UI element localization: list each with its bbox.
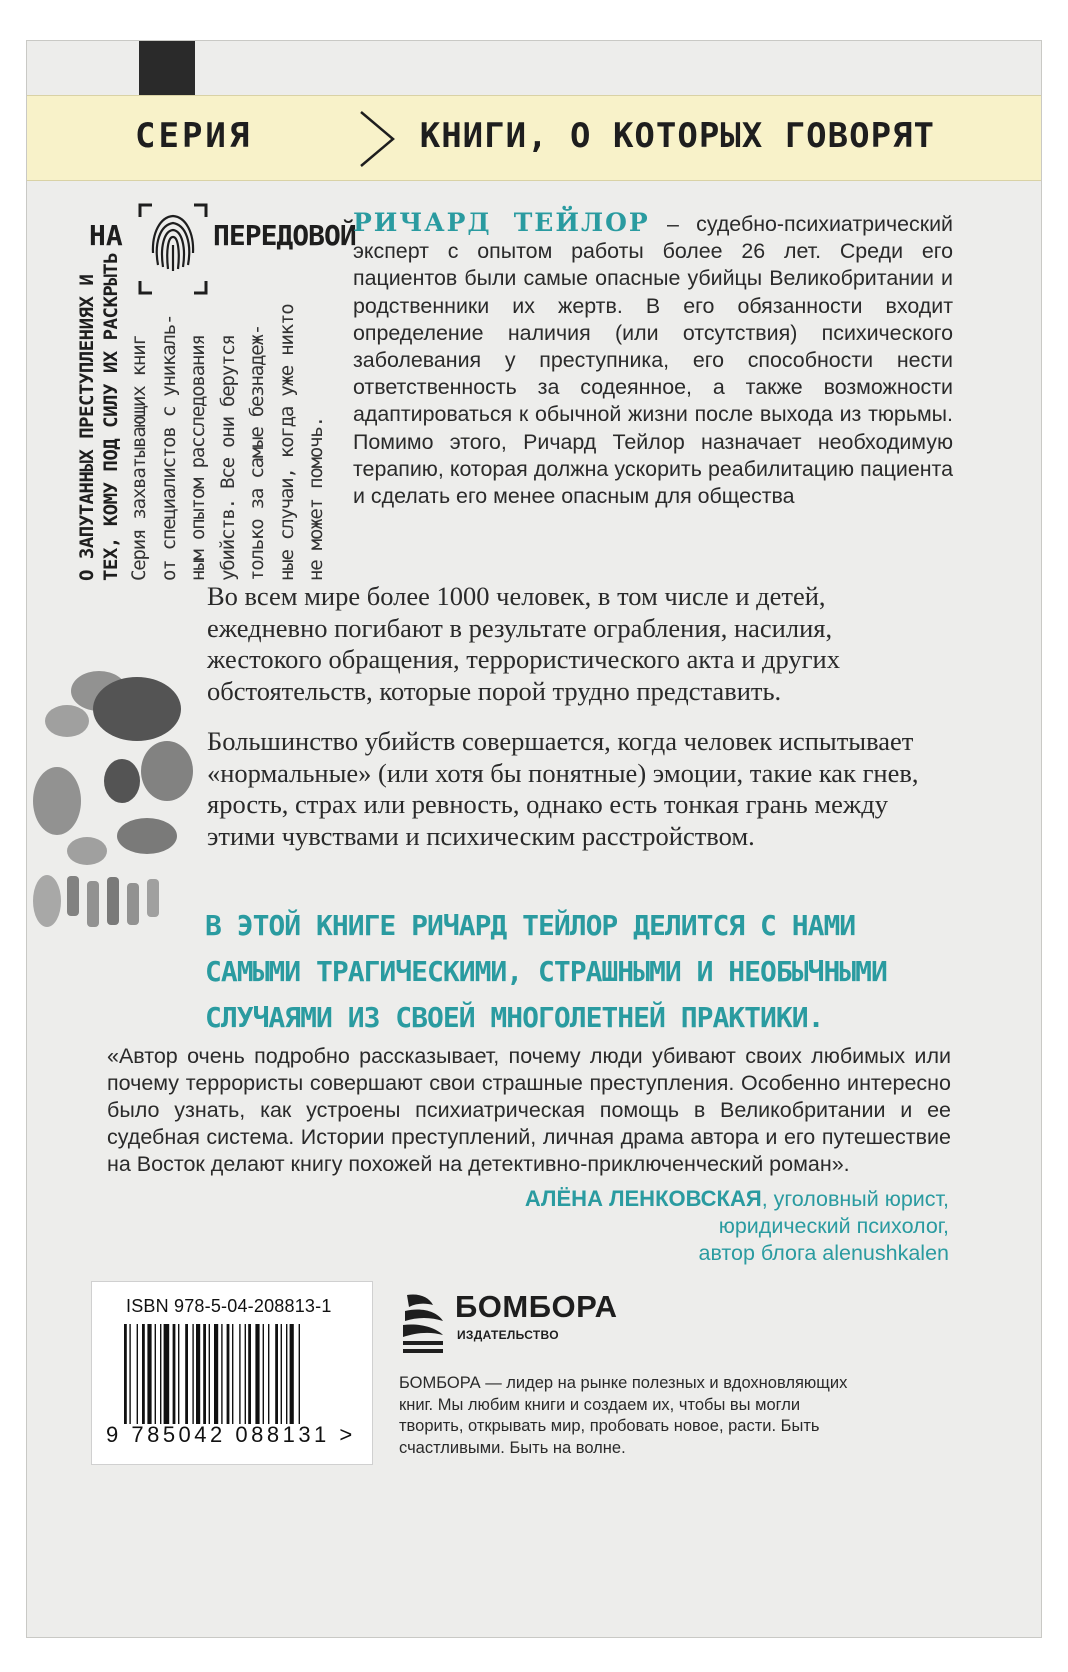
vertical-desc-line: только за самые безнадеж-	[246, 325, 268, 581]
description-paragraph-2: Большинство убийств совершается, когда человек испытывает «нормальные» (или хотя бы понятные) эмоции, такие как гнев, ярость, страх или ревность, однако есть тонкая грань между этими чувствами и психическим расстройством.	[207, 726, 919, 851]
book-back-cover	[26, 40, 1042, 1638]
vertical-desc-line: не может помочь.	[305, 417, 327, 581]
vertical-desc-line: от специалистов с уникаль-	[157, 314, 180, 581]
vertical-headline-line: ТЕХ, КОМУ ПОД СИЛУ ИХ РАСКРЫТЬ	[100, 252, 122, 581]
series-label: СЕРИЯ	[135, 116, 253, 156]
chevron-right-icon	[357, 108, 397, 170]
barcode-icon	[124, 1324, 340, 1424]
vertical-desc-line: Серия захватывающих книг	[128, 335, 150, 581]
inkblot-skull-illustration	[27, 651, 207, 991]
review-quote: «Автор очень подробно рассказывает, почему люди убивают своих любимых или почему террористы совершают свои страшные преступления. Особенно интересно было узнать, как устроены психиатрическая помощь в Великобритании и ее судебная система. Истории преступлений, личная драма автора и его путешествие на Восток делают книгу похожей на детективно-приключенческий роман».	[107, 1044, 951, 1176]
reviewer-role: автор блога alenushkalen	[698, 1241, 949, 1265]
barcode-panel	[91, 1281, 373, 1465]
author-bio	[353, 209, 953, 510]
series-banner	[27, 95, 1042, 181]
publisher-name: БОМБОРА	[455, 1289, 618, 1324]
description-paragraph-1: Во всем мире более 1000 человек, в том числе и детей, ежедневно погибают в результате ограбления, насилия, жестокого обращения, террористического акта и других обстоятельств, которые порой трудно представить.	[207, 581, 840, 706]
logo-text-right: ПЕРЕДОВОЙ	[213, 219, 356, 252]
vertical-desc-line: убийств. Все они берутся	[216, 335, 239, 581]
fingerprint-icon	[138, 203, 208, 295]
barcode-digits: 9 785042 088131 >	[106, 1422, 356, 1447]
vertical-series-description	[75, 252, 365, 581]
reviewer-role: юридический психолог,	[718, 1214, 949, 1238]
reviewer-role: , уголовный юрист,	[761, 1187, 949, 1211]
vertical-desc-line: ным опытом расследования	[187, 335, 209, 581]
logo-text-left: НА	[89, 219, 123, 252]
vertical-headline	[75, 252, 123, 581]
vertical-description	[125, 291, 332, 581]
vertical-headline-line: О ЗАПУТАННЫХ ПРЕСТУПЛЕНИЯХ И	[76, 274, 98, 581]
series-name: КНИГИ, О КОТОРЫХ ГОВОРЯТ	[419, 116, 935, 156]
author-name: РИЧАРД ТЕЙЛОР	[353, 208, 650, 237]
vertical-desc-line: ные случаи, когда уже никто	[275, 304, 298, 581]
publisher-wave-logo-icon	[399, 1291, 447, 1357]
reviewer-attribution	[525, 1185, 949, 1267]
reviewer-name: АЛЁНА ЛЕНКОВСКАЯ	[524, 1186, 762, 1211]
top-dark-stripe	[139, 41, 195, 95]
author-bio-text: – судебно-психиатрический эксперт с опытом работы более 26 лет. Среди его пациентов были самые опасные убийцы Великобритании и родственники их жертв. В его обязанности входит определение наличия (или отсутствия) психического заболевания у преступника, его способности нести ответственность за содеянное, а также возможности адаптироваться к обычной жизни после выхода из тюрьмы. Помимо этого, Ричард Тейлор назначает необходимую терапию, которая должна ускорить реабилитацию пациента и сделать его менее опасным для общества	[353, 212, 953, 509]
publisher-description: БОМБОРА — лидер на рынке полезных и вдохновляющих книг. Мы любим книги и создаем их, чтобы вы могли творить, открывать мир, пробовать новое, расти. Быть счастливыми. Быть на волне.	[399, 1374, 848, 1457]
isbn-text: ISBN 978-5-04-208813-1	[126, 1296, 332, 1316]
publisher-subtitle: ИЗДАТЕЛЬСТВО	[457, 1328, 559, 1342]
highlight-statement: В ЭТОЙ КНИГЕ РИЧАРД ТЕЙЛОР ДЕЛИТСЯ С НАМИ САМЫМИ ТРАГИЧЕСКИМИ, СТРАШНЫМИ И НЕОБЫЧНЫМИ СЛУЧАЯМИ ИЗ СВОЕЙ МНОГОЛЕТНЕЙ ПРАКТИКИ.	[205, 909, 887, 1034]
